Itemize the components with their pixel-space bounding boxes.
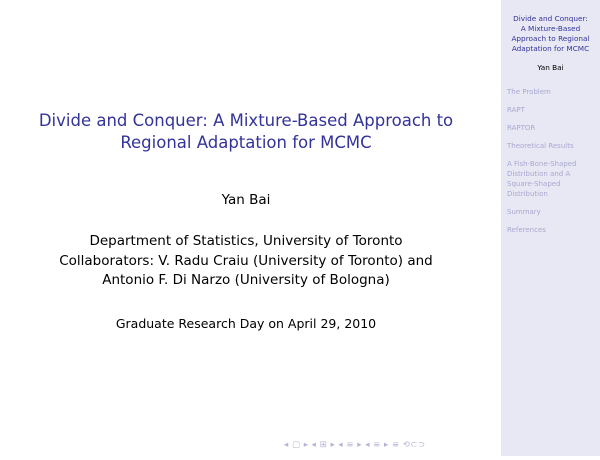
- sidebar-toc: [507, 88, 597, 244]
- sidebar: [501, 0, 600, 456]
- sidebar-item-label: Theoretical Results: [507, 142, 574, 151]
- affiliation-block: [10, 232, 482, 291]
- sidebar-item-label-line-3: Square-Shaped: [507, 179, 561, 188]
- sidebar-item-label: RAPT: [507, 106, 525, 115]
- sidebar-title[interactable]: [503, 14, 598, 54]
- affiliation-line-1: Department of Statistics, University of Toronto: [89, 233, 403, 249]
- sidebar-title-line-2: A Mixture-Based: [520, 24, 581, 33]
- sidebar-title-line-4: Adaptation for MCMC: [511, 44, 590, 53]
- affiliation-line-3: Antonio F. Di Narzo (University of Bologna): [102, 272, 390, 288]
- sidebar-item-summary[interactable]: [507, 208, 597, 218]
- slide-title-line-2: Regional Adaptation for MCMC: [120, 133, 372, 152]
- sidebar-title-line-3: Approach to Regional: [511, 34, 590, 43]
- slide-title-line-1: Divide and Conquer: A Mixture-Based Approach to: [38, 111, 454, 130]
- sidebar-item-label: The Problem: [507, 88, 551, 96]
- sidebar-item-label-line-2: Distribution and A: [507, 170, 571, 179]
- sidebar-item-theoretical-results[interactable]: [507, 142, 597, 152]
- sidebar-author: Yan Bai: [537, 63, 564, 72]
- sidebar-item-label-line-1: A Fish-Bone-Shaped: [507, 160, 577, 169]
- sidebar-title-line-1: Divide and Conquer:: [513, 14, 588, 23]
- sidebar-item-label: References: [507, 225, 546, 234]
- sidebar-item-references[interactable]: [507, 226, 597, 236]
- affiliation-line-2: Collaborators: V. Radu Craiu (University of Toronto) and: [59, 252, 433, 269]
- beamer-navigation-icons[interactable]: ◂ ▢ ▸ ◂ ⊞ ▸ ◂ ≡ ▸ ◂ ≡ ▸ ≡ ⟲⊂⊃: [284, 440, 426, 450]
- sidebar-item-raptor[interactable]: [507, 124, 597, 134]
- sidebar-item-label-line-4: Distribution: [507, 189, 548, 198]
- sidebar-item-label: RAPTOR: [507, 124, 536, 133]
- slide-title: [20, 110, 472, 154]
- sidebar-item-label: Summary: [507, 207, 541, 216]
- sidebar-item-rapt[interactable]: [507, 106, 597, 116]
- event-date: Graduate Research Day on April 29, 2010: [115, 316, 377, 331]
- sidebar-item-the-problem[interactable]: [507, 88, 597, 98]
- sidebar-item-fish-bone-distribution[interactable]: [507, 160, 597, 199]
- author-name: Yan Bai: [221, 192, 271, 208]
